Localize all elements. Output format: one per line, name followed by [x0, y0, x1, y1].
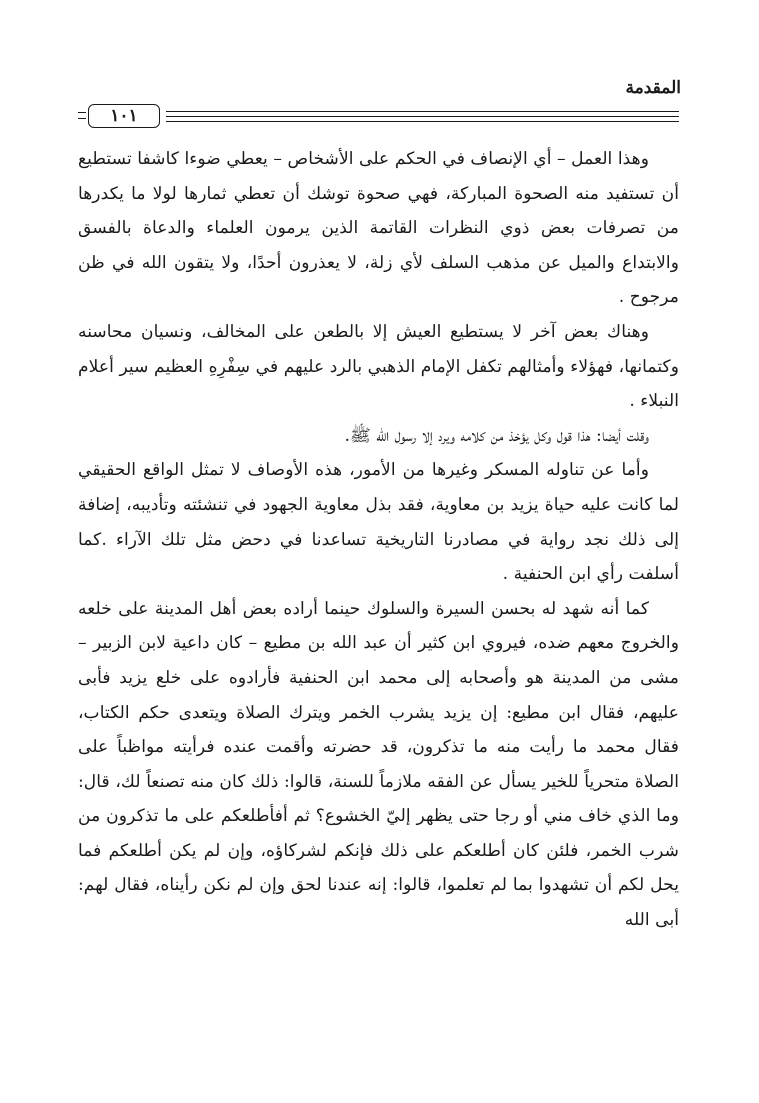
- paragraph: كما أنه شهد له بحسن السيرة والسلوك حينما أراده بعض أهل المدينة على خلعه والخروج معهم ضده، فيروي ابن كثير أن عبد الله بن مطيع – كان داعية لابن الزبير – مشى من المدينة هو وأصحابه إلى محمد ابن الحنفية فأرادوه على خلع يزيد فأبى عليهم، فقال ابن مطيع: إن يزيد يشرب الخمر ويترك الصلاة ويتعدى حكم الكتاب، فقال محمد ما رأيت منه ما تذكرون، قد حضرته وأقمت عنده فرأيته مواظباً على الصلاة متحرياً للخير يسأل عن الفقه ملازماً للسنة، قالوا: ذلك كان منه تصنعاً لك، قال: وما الذي خاف مني أو رجا حتى يظهر إليّ الخشوع؟ ثم أفأطلعكم على ما تذكرون من شرب الخمر، فلئن كان أطلعكم على ذلك فإنكم لشركاؤه، وإن لم يكن أطلعكم فما يحل لكم أن تشهدوا بما لم تعلموا، قالوا: إنه عندنا لحق وإن لم نكن رأيناه، فقال لهم: أبى الله: [78, 598, 679, 931]
- running-header-title: المقدمة: [625, 78, 681, 98]
- header-rule-line: [166, 116, 679, 117]
- page-number-ornament: [78, 118, 86, 119]
- paragraph: وأما عن تناوله المسكر وغيرها من الأمور، هذه الأوصاف لا تمثل الواقع الحقيقي لما كانت عليه حياة يزيد بن معاوية، فقد بذل معاوية الجهود في تنشئته وتأديبه، إضافة إلى ذلك نجد رواية في مصادرنا التاريخية تساعدنا في دحض مثل تلك الآراء .كما أسلفت رأي ابن الحنفية .: [78, 460, 679, 585]
- page-number-box: [88, 104, 160, 128]
- header-rule: [78, 104, 679, 132]
- header-rule-line: [166, 121, 679, 122]
- paragraph: وهناك بعض آخر لا يستطيع العيش إلا بالطعن على المخالف، ونسيان محاسنه وكتمانها، فهؤلاء وأمثالهم تكفل الإمام الذهبي بالرد عليهم في سِفْرِهِ العظيم سير أعلام النبلاء .: [78, 321, 679, 412]
- paragraph: وهذا العمل – أي الإنصاف في الحكم على الأشخاص – يعطي ضوءا كاشفا تستطيع أن تستفيد منه الصحوة المباركة، فهي صحوة توشك أن تعطي ثمارها لولا ما يكدرها من تصرفات بعض ذوي النظرات القاتمة الذين يرمون العلماء والدعاة بالفسق والابتداع والميل عن مذهب السلف لأي زلة، لا يعذرون أحدًا، ولا يتقون الله في ظن مرجوح .: [78, 149, 679, 308]
- body-text: [78, 142, 679, 938]
- page-number: ١٠١: [110, 106, 138, 126]
- paragraph: وقلت أيضا: هذا قول وكل يؤخذ من كلامه ويرد إلا رسول الله ﷺ.: [344, 425, 649, 446]
- page-number-ornament: [78, 112, 86, 113]
- header-rule-line: [166, 111, 679, 112]
